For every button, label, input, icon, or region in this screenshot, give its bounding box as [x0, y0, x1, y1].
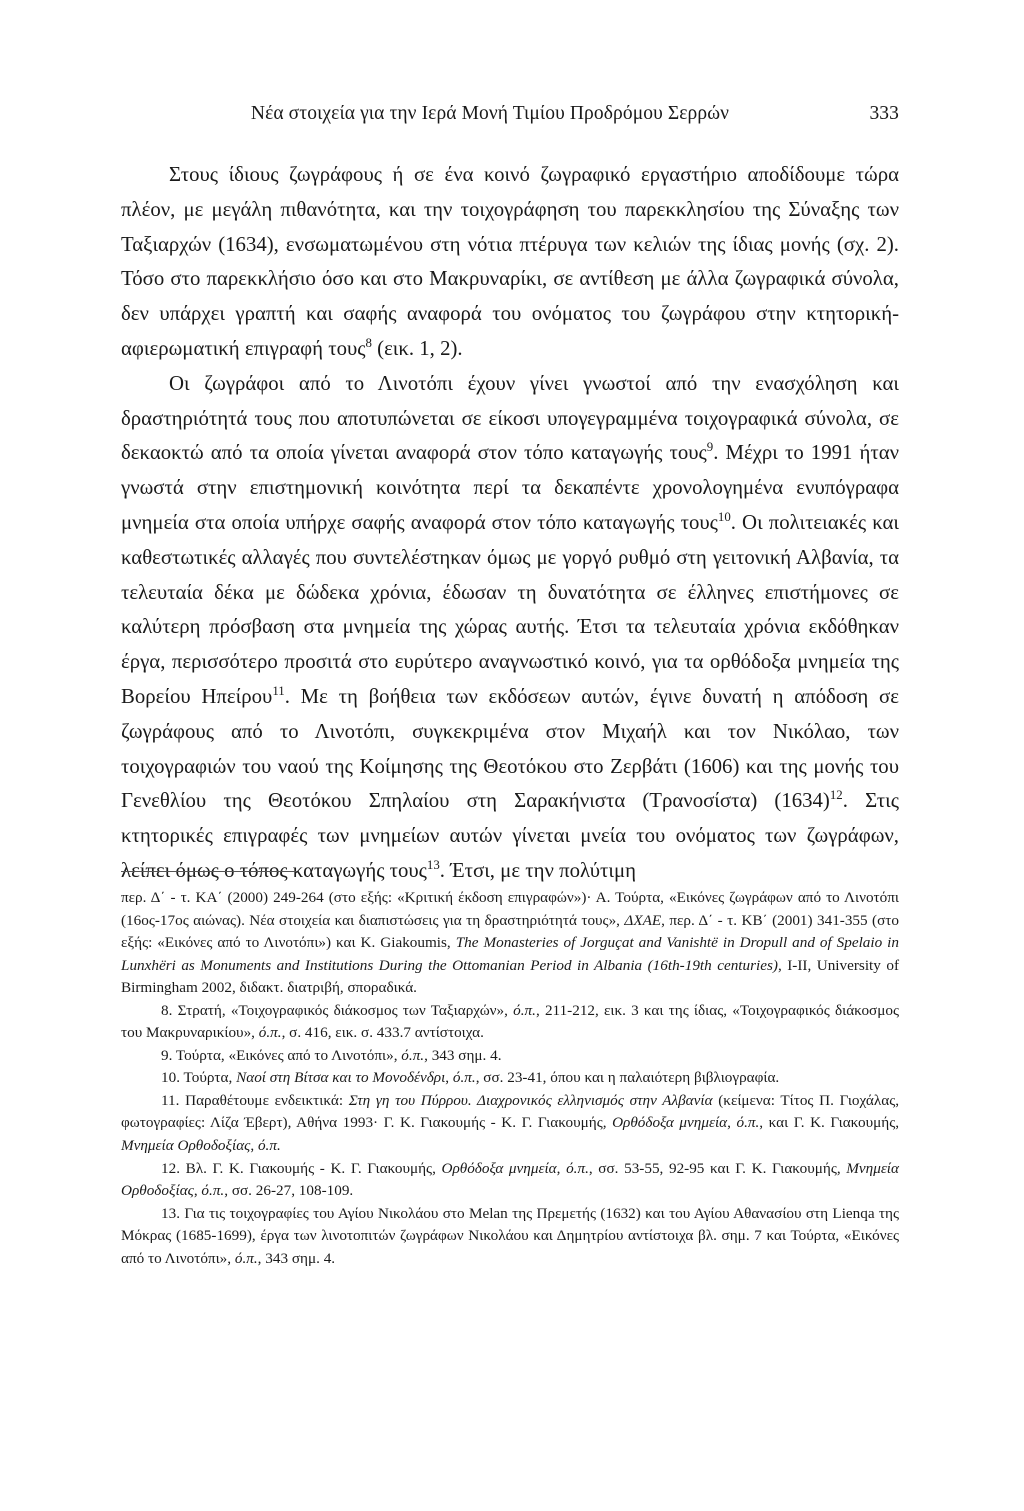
footnote-text: , 343 σημ. 4.: [257, 1249, 336, 1267]
paragraph-text: Στους ίδιους ζωγράφους ή σε ένα κοινό ζωγραφικό εργαστήριο αποδίδουμε τώρα πλέον, με μεγάλη πιθανότητα, και την τοιχογράφηση του παρεκκλησίου της Σύναξης των Ταξιαρχών (1634), ενσωματωμένου στη νότια πτέρυγα των κελιών της ίδιας μονής (σχ. 2). Τόσο στο παρεκκλήσιο όσο και στο Μακρυναρίκι, σε αντίθεση με άλλα ζωγραφικά σύνολα, δεν υπάρχει γραπτή και σαφής αναφορά του ονόματος του ζωγράφου στην κτητορική-αφιερωματική επιγραφή τους: [121, 163, 899, 360]
footnote-13: [121, 1203, 899, 1271]
footnote-text: ,: [556, 1159, 567, 1177]
footnote-text: , 343 σημ. 4.: [424, 1046, 502, 1064]
footnote-italic: Μνημεία Ορθοδοξίας: [121, 1137, 251, 1155]
footnote-italic: Μνημεία Ορθοδοξίας: [121, 1159, 899, 1200]
paragraph-text: . Με τη βοήθεια των εκδόσεων αυτών, έγινε δυνατή η απόδοση σε ζωγράφους από το Λινοτόπι, συγκεκριμένα στον Μιχαήλ και τον Νικόλαο, των τοιχογραφιών του ναού της Κοίμησης της Θεοτόκου στο Ζερβάτι (1606) και της μονής του Γενεθλίου της Θεοτόκου Σπηλαίου στη Σαρακήνιστα (Τρανοσίστα) (1634): [121, 684, 899, 813]
paragraph-2: [121, 367, 899, 889]
footnote-text: ,: [193, 1182, 202, 1200]
footnote-ref-8: 8: [365, 336, 372, 351]
footnote-text: 10. Τούρτα,: [161, 1069, 237, 1087]
paragraph-text: . Μέχρι το 1991 ήταν γνωστά στην επιστημονική κοινότητα περί τα δεκαπέντε χρονολογημένα ενυπόγραφα μνημεία στα οποία υπήρχε σαφής αναφορά στον τόπο καταγωγής τους: [121, 441, 899, 534]
footnote-text: 12. Βλ. Γ. Κ. Γιακουμής - Κ. Γ. Γιακουμής,: [161, 1159, 442, 1177]
footnote-italic: Ορθόδοξα μνημεία: [441, 1159, 557, 1177]
footnote-text: ,: [727, 1114, 737, 1132]
footnote-text: ,: [445, 1069, 453, 1087]
footnote-italic: ΔΧΑΕ: [624, 911, 662, 929]
footnote-9: [121, 1045, 899, 1068]
footnote-text: , I-II, University of Birmingham 2002, διδακτ. διατριβή, σποραδικά.: [121, 956, 899, 997]
footnote-text: , σσ. 53-55, 92-95 και Γ. Κ. Γιακουμής,: [588, 1159, 847, 1177]
footnote-text: 9. Τούρτα, «Εικόνες από το Λινοτόπι»,: [161, 1046, 402, 1064]
paragraph-text: Οι ζωγράφοι από το Λινοτόπι έχουν γίνει γνωστοί από την ενασχόληση και δραστηριότητά τους που αποτυπώνεται σε είκοσι υπογεγραμμένα τοιχογραφικά σύνολα, σε δεκαοκτώ από τα οποία γίνεται αναφορά στον τόπο καταγωγής τους: [121, 371, 899, 465]
footnote-italic: ό.π.: [566, 1159, 589, 1177]
footnote-separator: [121, 871, 297, 872]
body-text: [121, 158, 899, 889]
paragraph-text: . Στις κτητορικές επιγραφές των μνημείων αυτών γίνεται μνεία του ονόματος των ζωγράφων, λείπει όμως ο τόπος καταγωγής τους: [121, 789, 899, 882]
paragraph-text: . Έτσι, με την πολύτιμη: [439, 858, 636, 882]
footnote-text: 11. Παραθέτουμε ενδεικτικά:: [161, 1091, 349, 1109]
footnote-italic: The Monasteries of Jorguçat and Vanishtë in Dropull and of Spelaio in Lunxhëri as Monuments and Institutions During the Ottomanian Period in Albania (16th-19th centuries): [121, 934, 899, 974]
footnote-italic: ό.π.: [736, 1114, 760, 1132]
footnote-text: , σ. 416, εικ. σ. 433.7 αντίστοιχα.: [281, 1024, 484, 1042]
footnotes: [121, 887, 899, 1270]
footnote-text: 13. Για τις τοιχογραφίες του Αγίου Νικολάου στο Melan της Πρεμετής (1632) και του Αγίου Αθανασίου στη Lienqa της Μόκρας (1685-1699), έργα των λινοτοπιτών ζωγράφων Νικολάου και Δημητρίου αντίστοιχα βλ. σημ. 7 και Τούρτα, «Εικόνες από το Λινοτόπι»,: [121, 1204, 899, 1267]
footnote-italic: ό.π.: [452, 1069, 476, 1087]
footnote-text: , και Γ. Κ. Γιακουμής,: [759, 1114, 900, 1132]
footnote-text: ,: [250, 1137, 258, 1155]
footnote-italic: ό.π.: [513, 1001, 536, 1019]
footnote-italic: Ορθόδοξα μνημεία: [612, 1114, 728, 1132]
footnote-text: , σσ. 23-41, όπου και η παλαιότερη βιβλιογραφία.: [475, 1069, 780, 1087]
footnote-italic: ό.π.: [234, 1249, 258, 1267]
paragraph-text: . Οι πολιτειακές και καθεστωτικές αλλαγές που συντελέστηκαν όμως με γοργό ρυθμό στη γειτονική Αλβανία, τα τελευταία δέκα με δώδεκα χρόνια, έδωσαν τη δυνατότητα σε έλληνες επιστήμονες σε καλύτερη πρόσβαση στα μνημεία της χώρας αυτής. Έτσι τα τελευταία χρόνια εκδόθηκαν έργα, περισσότερο προσιτά στο ευρύτερο αναγνωστικό κοινό, για τα ορθόδοξα μνημεία της Βορείου Ηπείρου: [121, 510, 899, 708]
footnote-italic: Στη γη του Πύρρου. Διαχρονικός ελληνισμός στην Αλβανία: [348, 1091, 713, 1109]
footnote-ref-10: 10: [717, 510, 731, 525]
footnote-italic: ό.π.: [257, 1137, 281, 1155]
footnote-7-continued: [121, 887, 899, 1000]
page-number: 333: [869, 103, 899, 124]
footnote-italic: Ναοί στη Βίτσα και το Μονοδένδρι: [236, 1069, 446, 1087]
footnote-10: [121, 1067, 899, 1090]
footnote-text: , 211-212, εικ. 3 και της ίδιας, «Τοιχογραφικός διάκοσμος του Μακρυναρικίου»,: [121, 1001, 899, 1042]
footnote-italic: ό.π.: [201, 1182, 225, 1200]
footnote-italic: ό.π.: [401, 1046, 425, 1064]
running-title: Νέα στοιχεία για την Ιερά Μονή Τιμίου Προδρόμου Σερρών: [250, 103, 730, 124]
footnote-text: (κείμενα: Τίτος Π. Γιοχάλας, φωτογραφίες: Λίζα Έβερτ), Αθήνα 1993· Γ. Κ. Γιακουμής - Κ. Γ. Γιακουμής,: [121, 1091, 899, 1132]
footnote-ref-9: 9: [706, 440, 714, 455]
footnote-text: , σσ. 26-27, 108-109.: [224, 1182, 354, 1200]
footnote-12: [121, 1158, 899, 1203]
footnote-italic: ό.π.: [258, 1024, 282, 1042]
footnote-11: [121, 1090, 899, 1158]
footnote-ref-13: 13: [426, 858, 440, 873]
paragraph-text: (εικ. 1, 2).: [371, 336, 463, 360]
footnote-ref-12: 12: [829, 788, 843, 803]
footnote-text: περ. Δ΄ - τ. ΚΑ΄ (2000) 249-264 (στο εξής: «Κριτική έκδοση επιγραφών»)· Α. Τούρτα, «Εικόνες ζωγράφων από το Λινοτόπι (16ος-17ος αιώνας). Νέα στοιχεία και διαπιστώσεις για τη δραστηριότητά τους»,: [121, 889, 899, 929]
footnote-8: [121, 1000, 899, 1045]
footnote-ref-11: 11: [272, 684, 285, 699]
footnote-text: , περ. Δ΄ - τ. ΚΒ΄ (2001) 341-355 (στο εξής: «Εικόνες από το Λινοτόπι») και K. Giakoumis,: [121, 911, 899, 952]
paragraph-1: [121, 158, 899, 367]
footnote-text: 8. Στρατή, «Τοιχογραφικός διάκοσμος των Ταξιαρχών»,: [161, 1001, 514, 1019]
